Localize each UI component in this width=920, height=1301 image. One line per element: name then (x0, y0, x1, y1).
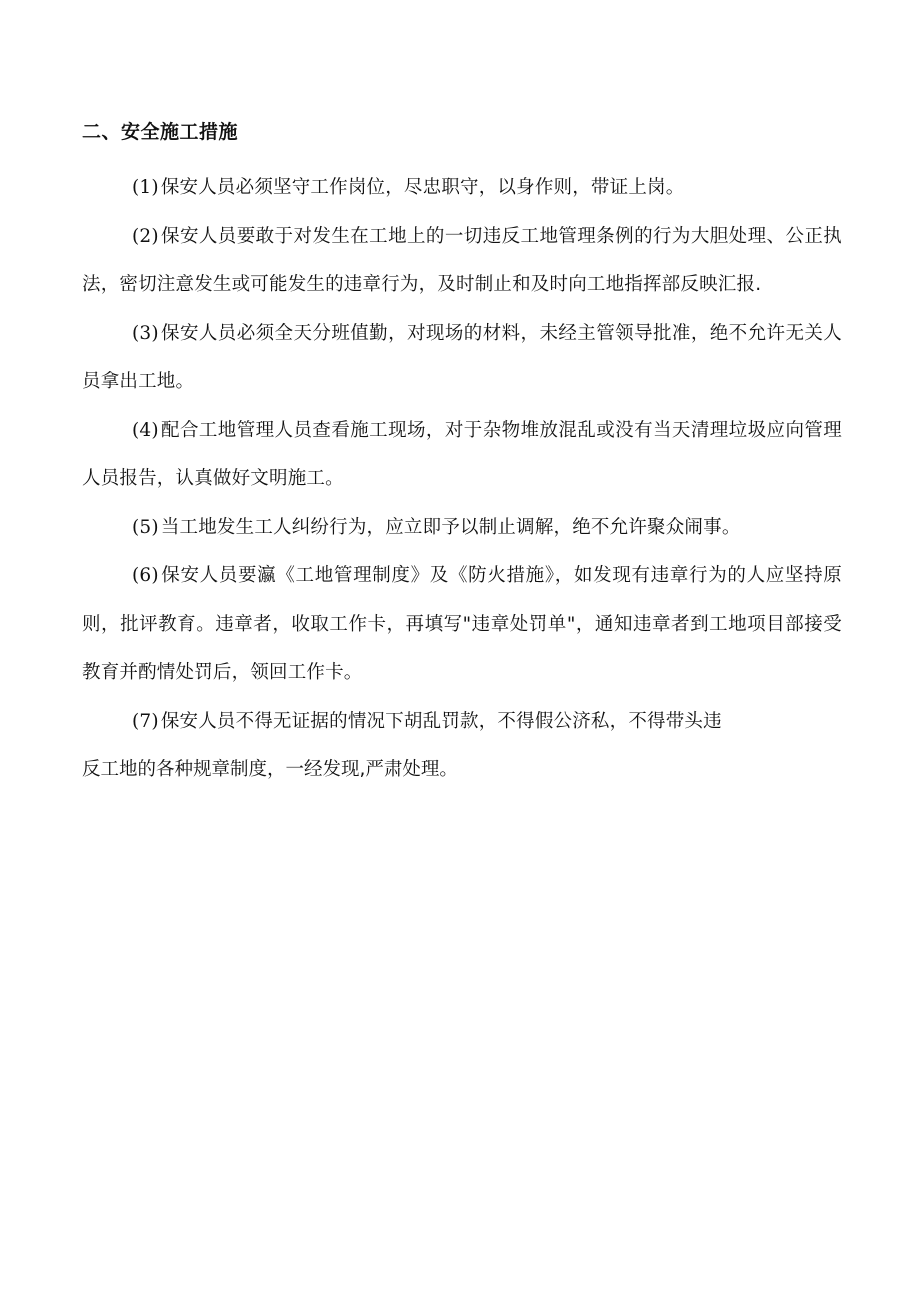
item-number: (1) (132, 177, 159, 198)
section-heading: 二、安全施工措施 (82, 121, 239, 143)
item-text: 配合工地管理人员查看施工现场，对于杂物堆放混乱或没有当天清理垃圾应向管理人员报告，认真做好文明施工。 (82, 419, 842, 489)
item-text: 保安人员要敢于对发生在工地上的一切违反工地管理条例的行为大胆处理、公正执法，密切注意发生或可能发生的违章行为，及时制止和及时向工地指挥部反映汇报. (82, 225, 842, 295)
document-body (82, 118, 842, 795)
item-number: (3) (132, 322, 159, 344)
measure-item-1 (82, 164, 842, 213)
measure-item-6 (82, 552, 842, 698)
item-number: (5) (132, 516, 159, 538)
item-number: (2) (132, 225, 159, 247)
item-number: (6) (132, 565, 159, 586)
item-text: 当工地发生工人纠纷行为，应立即予以制止调解，绝不允许聚众闹事。 (160, 516, 741, 538)
item-number: (4) (132, 419, 159, 441)
item-text: 保安人员要瀛《工地管理制度》及《防火措施》，如发现有违章行为的人应坚持原则，批评教育。违章者，收取工作卡，再填写"违章处罚单"，通知违章者到工地项目部接受教育并酌情处罚后，领回工作卡。 (82, 565, 842, 683)
measure-item-2 (82, 213, 842, 310)
measure-item-5 (82, 504, 842, 553)
item-text: 保安人员必须全天分班值勤，对现场的材料，未经主管领导批准，绝不允许无关人员拿出工地。 (82, 322, 842, 392)
item-number: (7) (132, 710, 159, 732)
item-text: 保安人员必须坚守工作岗位，尽忠职守，以身作则，带证上岗。 (160, 177, 685, 198)
item-text: 保安人员不得无证据的情况下胡乱罚款，不得假公济私，不得带头违 (160, 710, 722, 732)
measure-item-3 (82, 310, 842, 407)
measure-item-7 (82, 698, 842, 747)
measure-item-7-continuation: 反工地的各种规章制度，一经发现,严肃处理。 (82, 759, 458, 780)
measure-item-4 (82, 407, 842, 504)
